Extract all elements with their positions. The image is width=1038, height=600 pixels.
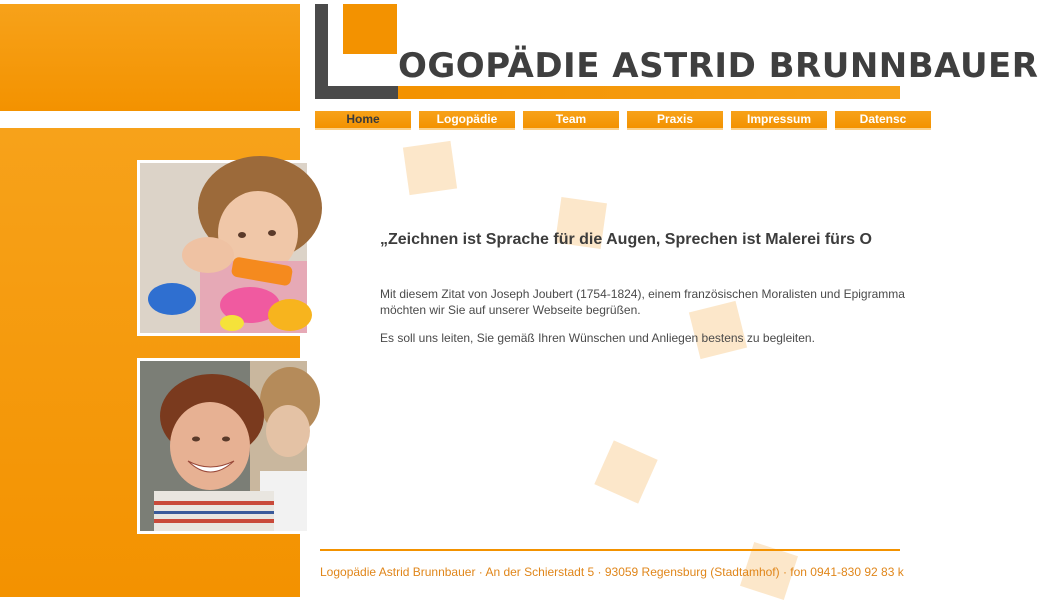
decorative-square (403, 141, 457, 195)
nav-item-team[interactable]: Team (523, 111, 619, 130)
logo-underline (398, 86, 900, 99)
header-orange-block (0, 4, 300, 111)
logo-orange-square (343, 4, 397, 54)
decorative-square (594, 440, 657, 503)
nav-item-home[interactable]: Home (315, 111, 411, 130)
footer-divider (320, 549, 900, 551)
nav-item-praxis[interactable]: Praxis (627, 111, 723, 130)
page-quote-heading: „Zeichnen ist Sprache für die Augen, Sprechen ist Malerei fürs O (380, 231, 872, 248)
main-navigation (315, 111, 931, 129)
child-play-dough-image (140, 163, 307, 333)
intro-paragraph (380, 286, 920, 318)
mission-paragraph: Es soll uns leiten, Sie gemäß Ihren Wünschen und Anliegen bestens zu begleiten. (380, 331, 815, 345)
intro-line-2: möchten wir Sie auf unserer Webseite begrüßen. (380, 303, 641, 317)
footer-address: Logopädie Astrid Brunnbauer · An der Schierstadt 5 · 93059 Regensburg (Stadtamhof) · fon 0941-830 92 83 k (320, 565, 904, 579)
nav-item-datenschutz[interactable]: Datensc (835, 111, 931, 130)
older-woman-image (140, 361, 307, 531)
logo-letter-l-vertical (315, 4, 328, 98)
photo-child-play-dough (137, 160, 310, 336)
site-logo-text[interactable]: OGOPÄDIE ASTRID BRUNNBAUER (398, 46, 1038, 86)
intro-line-1: Mit diesem Zitat von Joseph Joubert (1754-1824), einem französischen Moralisten und Epigramma (380, 287, 905, 301)
logo-letter-l-horizontal (315, 86, 398, 99)
nav-item-logopaedie[interactable]: Logopädie (419, 111, 515, 130)
photo-older-woman (137, 358, 310, 534)
nav-item-impressum[interactable]: Impressum (731, 111, 827, 130)
